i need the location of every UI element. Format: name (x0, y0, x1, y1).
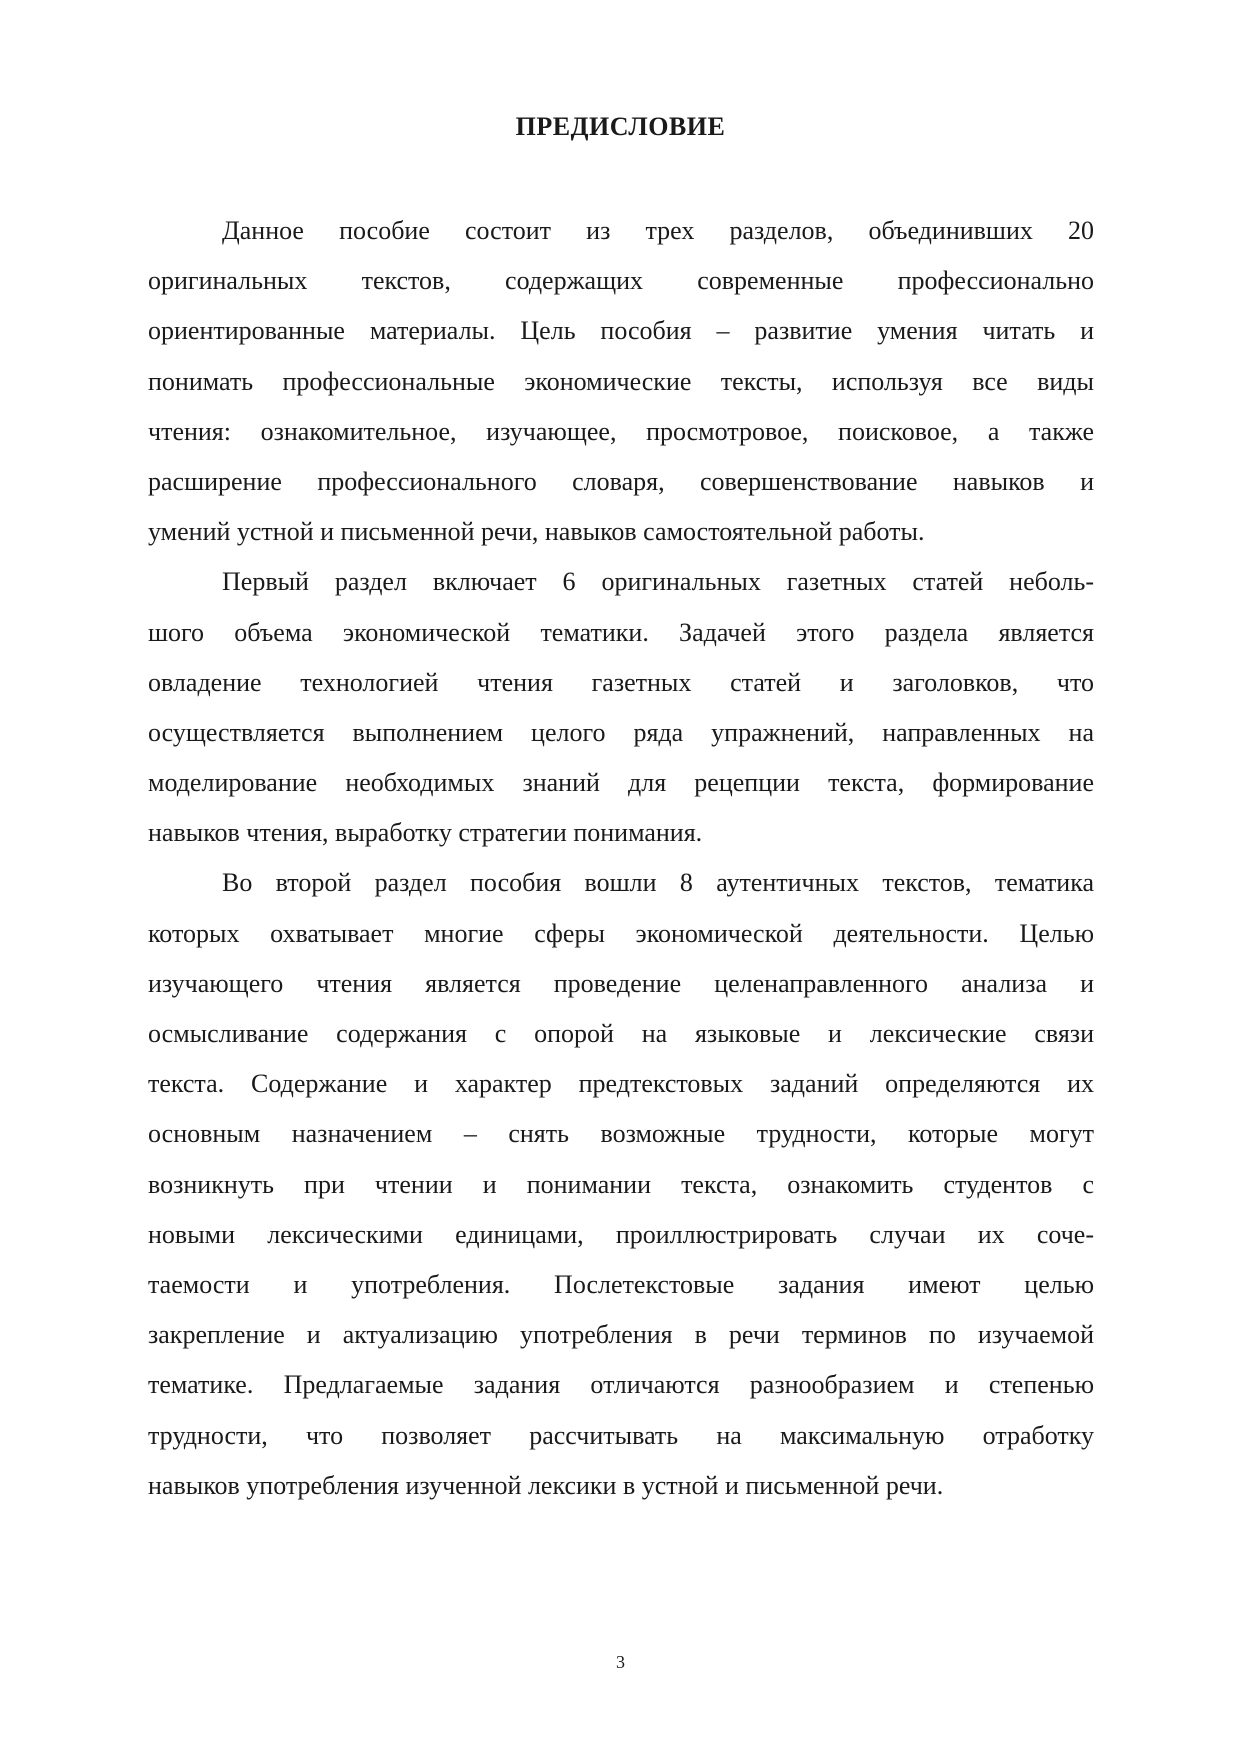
text-line: моделирование необходимых знаний для рецепции текста, формирование (148, 768, 1094, 798)
text-line: изучающего чтения является проведение целенаправленного анализа и (148, 968, 1094, 998)
text-line: Во второй раздел пособия вошли 8 аутентичных текстов, тематика (222, 868, 1094, 898)
text-line: умений устной и письменной речи, навыков самостоятельной работы. (148, 517, 925, 547)
text-line: навыков чтения, выработку стратегии понимания. (148, 818, 703, 848)
page-number: 3 (616, 1652, 625, 1672)
text-line: основным назначением – снять возможные трудности, которые могут (148, 1119, 1094, 1149)
paragraph-2 (148, 557, 1094, 858)
text-line: тематике. Предлагаемые задания отличаются разнообразием и степенью (148, 1370, 1094, 1400)
text-line: Первый раздел включает 6 оригинальных газетных статей неболь- (222, 567, 1094, 597)
text-line: овладение технологией чтения газетных статей и заголовков, что (148, 667, 1094, 697)
text-line: расширение профессионального словаря, совершенствование навыков и (148, 466, 1094, 496)
body-text (148, 206, 1094, 1511)
text-line: Данное пособие состоит из трех разделов, объединивших 20 (222, 216, 1094, 245)
text-line: чтения: ознакомительное, изучающее, просмотровое, поисковое, а также (148, 416, 1094, 446)
text-line: трудности, что позволяет рассчитывать на максимальную отработку (148, 1420, 1094, 1450)
paragraph-3 (148, 858, 1094, 1510)
text-line: оригинальных текстов, содержащих современные профессионально (148, 266, 1094, 296)
text-line: которых охватывает многие сферы экономической деятельности. Целью (148, 918, 1094, 948)
text-line: осуществляется выполнением целого ряда упражнений, направленных на (148, 717, 1094, 747)
text-line: новыми лексическими единицами, проиллюстрировать случаи их соче- (148, 1219, 1094, 1249)
text-line: текста. Содержание и характер предтекстовых заданий определяются их (148, 1069, 1094, 1099)
paragraph-1 (148, 206, 1094, 557)
text-line: осмысливание содержания с опорой на языковые и лексические связи (148, 1019, 1094, 1048)
text-line: шого объема экономической тематики. Задачей этого раздела является (148, 617, 1094, 647)
text-line: возникнуть при чтении и понимании текста, ознакомить студентов с (148, 1169, 1094, 1199)
text-line: навыков употребления изученной лексики в устной и письменной речи. (148, 1470, 944, 1500)
text-line: закрепление и актуализацию употребления в речи терминов по изучаемой (148, 1320, 1094, 1350)
text-line: таемости и употребления. Послетекстовые задания имеют целью (148, 1269, 1094, 1299)
text-line: понимать профессиональные экономические тексты, используя все виды (148, 366, 1094, 396)
text-line: ориентированные материалы. Цель пособия – развитие умения читать и (148, 316, 1094, 346)
page-title: ПРЕДИСЛОВИЕ (515, 112, 726, 141)
